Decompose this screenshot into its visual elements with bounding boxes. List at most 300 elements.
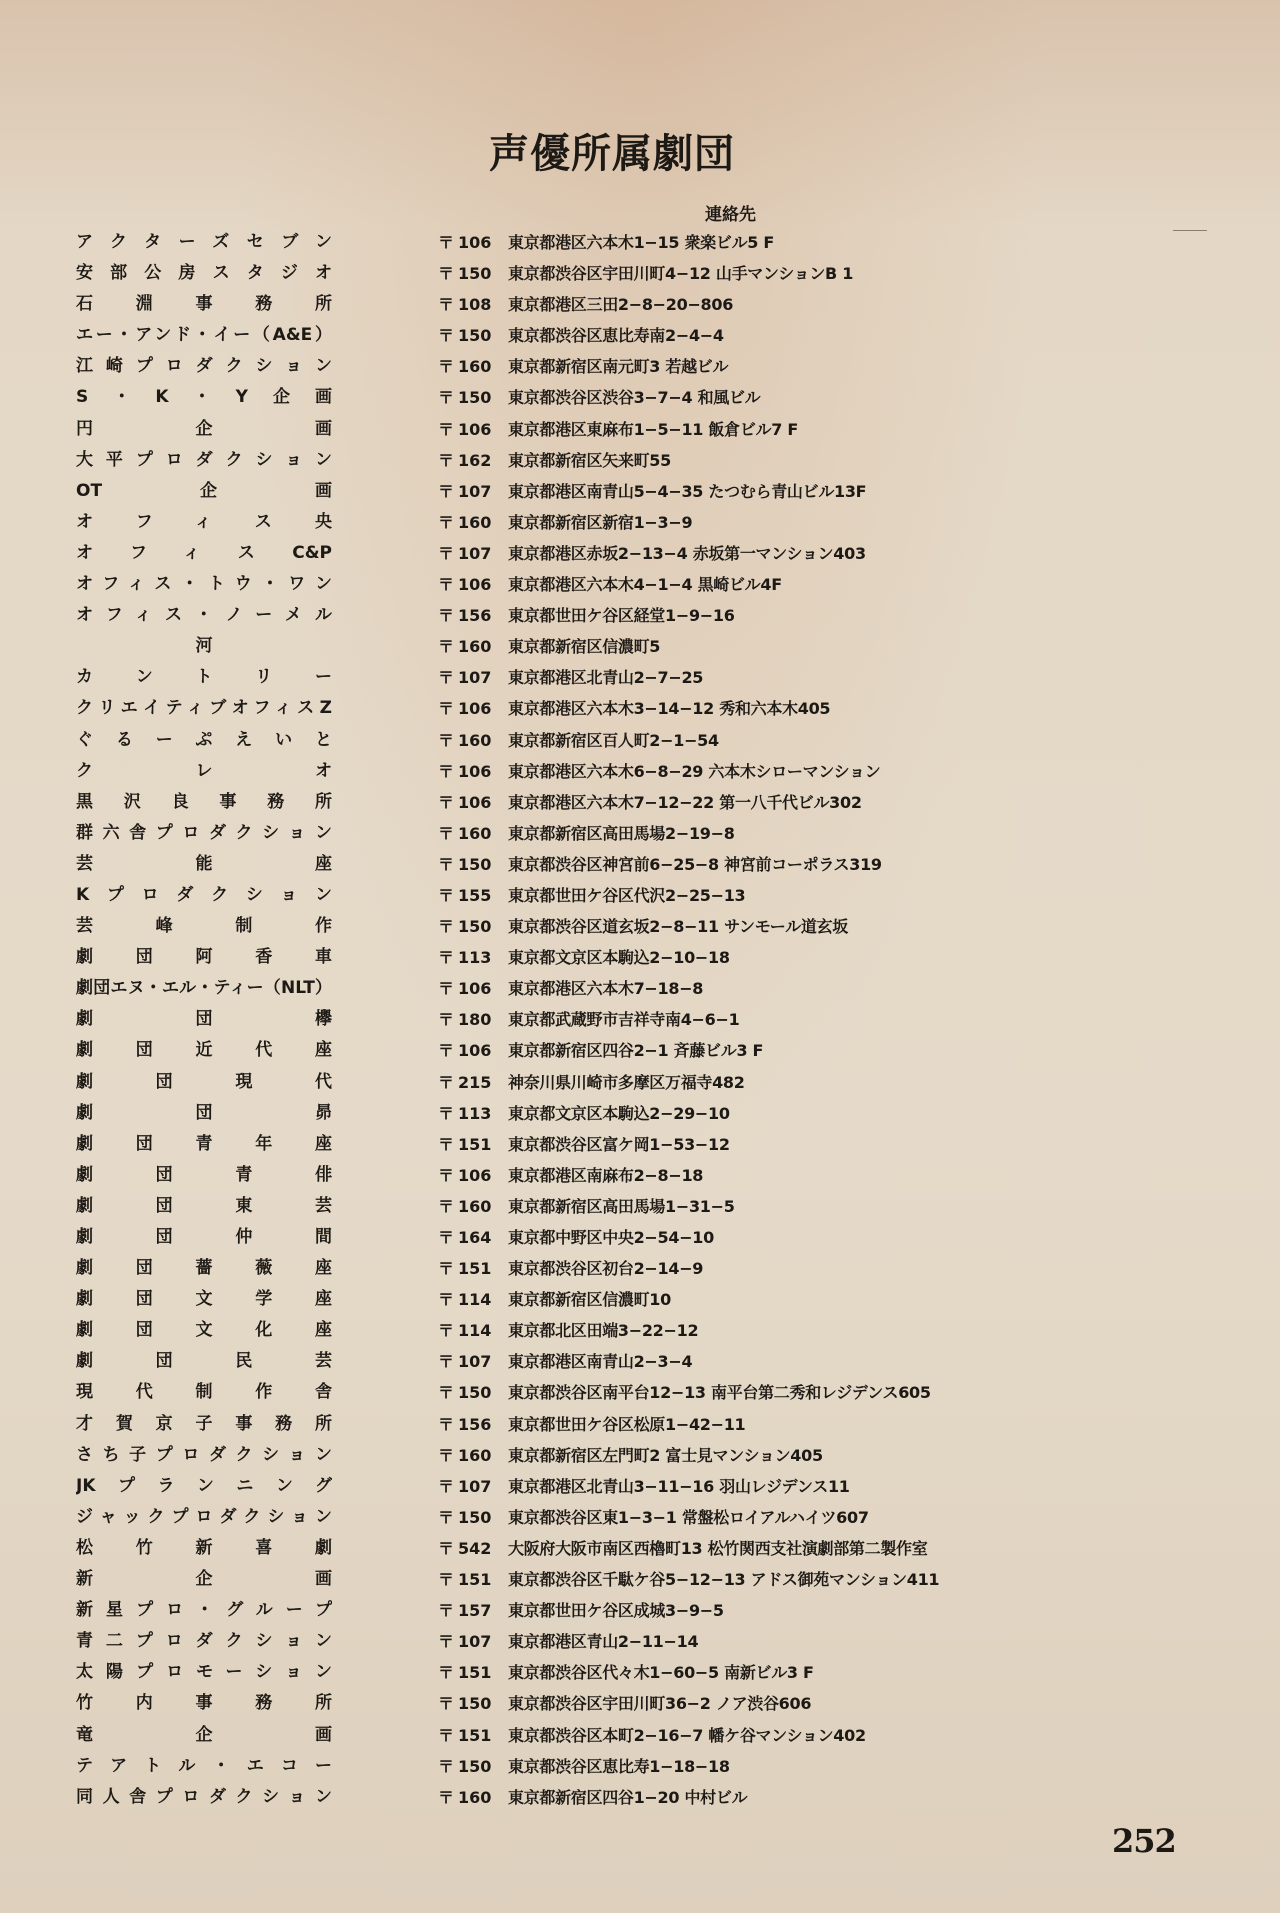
postal-code-number: 151 <box>458 1134 492 1154</box>
postal-code <box>438 1315 500 1346</box>
list-item <box>0 382 1280 413</box>
list-item <box>0 1720 1280 1751</box>
organization-name: 才賀京子事務所 <box>76 1413 332 1434</box>
organization-name: 劇団現代 <box>76 1071 332 1092</box>
list-item <box>0 1440 1280 1471</box>
list-item <box>0 1222 1280 1253</box>
postal-mark-icon: 〒 <box>438 979 455 999</box>
postal-code-number: 113 <box>458 948 492 968</box>
address: 東京都渋谷区渋谷3−7−4 和風ビル <box>508 388 761 408</box>
postal-code <box>438 1346 500 1377</box>
organization-name: 江崎プロダクション <box>76 356 332 377</box>
address: 東京都新宿区南元町3 若越ビル <box>508 357 729 377</box>
postal-code-number: 107 <box>458 481 492 501</box>
address: 東京都渋谷区宇田川町4−12 山手マンションB 1 <box>508 264 854 284</box>
postal-code <box>438 445 500 476</box>
address: 東京都渋谷区東1−3−1 常盤松ロイアルハイツ607 <box>508 1507 869 1527</box>
postal-code-number: 106 <box>458 1041 492 1061</box>
postal-code-number: 108 <box>458 295 492 315</box>
postal-code <box>438 880 500 911</box>
organization-name: 劇団文学座 <box>76 1289 332 1310</box>
address: 東京都港区三田2−8−20−806 <box>508 295 734 315</box>
postal-code <box>438 1751 500 1782</box>
postal-code-number: 160 <box>458 1196 492 1216</box>
list-item <box>0 1004 1280 1035</box>
address: 東京都港区北青山2−7−25 <box>508 668 704 688</box>
postal-mark-icon: 〒 <box>438 1290 455 1310</box>
postal-mark-icon: 〒 <box>438 1756 455 1776</box>
postal-code <box>438 382 500 413</box>
postal-mark-icon: 〒 <box>438 1476 455 1496</box>
address: 東京都港区東麻布1−5−11 飯倉ビル7 F <box>508 419 798 439</box>
postal-code <box>438 973 500 1004</box>
postal-code-number: 106 <box>458 979 492 999</box>
postal-code-number: 150 <box>458 1756 492 1776</box>
postal-code <box>438 1067 500 1098</box>
organization-name: 群六舎プロダクション <box>76 822 332 843</box>
postal-mark-icon: 〒 <box>438 357 455 377</box>
postal-mark-icon: 〒 <box>438 1321 455 1341</box>
address: 東京都世田ケ谷区成城3−9−5 <box>508 1601 724 1621</box>
postal-code-number: 106 <box>458 1165 492 1185</box>
postal-mark-icon: 〒 <box>438 1259 455 1279</box>
postal-code <box>438 1626 500 1657</box>
address: 東京都港区南麻布2−8−18 <box>508 1165 704 1185</box>
address: 東京都渋谷区初台2−14−9 <box>508 1259 704 1279</box>
postal-mark-icon: 〒 <box>438 1538 455 1558</box>
postal-code-number: 107 <box>458 1352 492 1372</box>
postal-mark-icon: 〒 <box>438 1725 455 1745</box>
postal-code <box>438 1253 500 1284</box>
organization-name: アクターズセブン <box>76 232 332 252</box>
postal-code-number: 164 <box>458 1228 492 1247</box>
address: 東京都渋谷区本町2−16−7 幡ケ谷マンション402 <box>508 1725 866 1745</box>
organization-name: 太陽プロモーション <box>76 1662 332 1683</box>
postal-mark-icon: 〒 <box>438 637 455 657</box>
list-item <box>0 507 1280 538</box>
postal-code <box>438 1284 500 1315</box>
postal-mark-icon: 〒 <box>438 543 455 563</box>
address: 東京都新宿区左門町2 富士見マンション405 <box>508 1445 823 1465</box>
list-item <box>0 662 1280 693</box>
organization-name: 劇団欅 <box>76 1009 332 1030</box>
organization-name: オフィスC&P <box>76 542 332 563</box>
postal-code-number: 160 <box>458 637 492 657</box>
postal-code <box>438 1004 500 1035</box>
postal-code-number: 113 <box>458 1103 492 1123</box>
postal-code-number: 157 <box>458 1601 492 1621</box>
organization-name: 新企画 <box>76 1569 332 1590</box>
postal-code <box>438 569 500 600</box>
postal-code-number: 106 <box>458 792 492 812</box>
postal-mark-icon: 〒 <box>438 1352 455 1372</box>
postal-mark-icon: 〒 <box>438 1601 455 1621</box>
postal-mark-icon: 〒 <box>438 885 455 905</box>
postal-mark-icon: 〒 <box>438 917 455 937</box>
postal-mark-icon: 〒 <box>438 264 455 284</box>
postal-mark-icon: 〒 <box>438 699 455 719</box>
postal-code <box>438 1440 500 1471</box>
postal-code <box>438 818 500 849</box>
postal-code-number: 150 <box>458 1383 492 1403</box>
address: 東京都新宿区高田馬場2−19−8 <box>508 823 735 843</box>
address: 東京都新宿区高田馬場1−31−5 <box>508 1196 735 1216</box>
address: 東京都渋谷区神宮前6−25−8 神宮前コーポラス319 <box>508 854 882 874</box>
list-item <box>0 1191 1280 1222</box>
postal-code-number: 114 <box>458 1321 492 1341</box>
address: 東京都文京区本駒込2−29−10 <box>508 1103 730 1123</box>
organization-name: OT企画 <box>76 480 332 501</box>
list-item <box>0 1688 1280 1719</box>
postal-code-number: 106 <box>458 233 492 252</box>
postal-code <box>438 476 500 507</box>
organization-name: 竜企画 <box>76 1724 332 1745</box>
list-item <box>0 258 1280 289</box>
organization-name: 劇団近代座 <box>76 1040 332 1061</box>
organization-name: 石淵事務所 <box>76 294 332 315</box>
list-item <box>0 1067 1280 1098</box>
postal-code-number: 160 <box>458 1445 492 1465</box>
address: 東京都渋谷区代々木1−60−5 南新ビル3 F <box>508 1663 814 1683</box>
postal-mark-icon: 〒 <box>438 481 455 501</box>
address: 東京都港区六本木7−12−22 第一八千代ビル302 <box>508 792 862 812</box>
postal-mark-icon: 〒 <box>438 1165 455 1185</box>
postal-mark-icon: 〒 <box>438 948 455 968</box>
postal-code-number: 107 <box>458 668 492 688</box>
address: 東京都渋谷区道玄坂2−8−11 サンモール道玄坂 <box>508 917 848 937</box>
list-item <box>0 1377 1280 1408</box>
postal-code-number: 107 <box>458 1632 492 1652</box>
postal-code <box>438 507 500 538</box>
postal-code-number: 156 <box>458 1414 492 1434</box>
postal-mark-icon: 〒 <box>438 388 455 408</box>
organization-name: 劇団薔薇座 <box>76 1258 332 1279</box>
postal-mark-icon: 〒 <box>438 419 455 439</box>
list-item <box>0 1502 1280 1533</box>
postal-mark-icon: 〒 <box>438 233 455 252</box>
postal-code <box>438 1657 500 1688</box>
postal-code-number: 151 <box>458 1570 492 1590</box>
list-item <box>0 818 1280 849</box>
postal-code-number: 150 <box>458 264 492 284</box>
organization-name: 劇団民芸 <box>76 1351 332 1372</box>
address: 東京都港区六本木1−15 衆楽ビル5 F <box>508 233 775 252</box>
postal-mark-icon: 〒 <box>438 1445 455 1465</box>
address: 東京都渋谷区千駄ケ谷5−12−13 アドス御苑マンション411 <box>508 1570 940 1590</box>
postal-code <box>438 1471 500 1502</box>
organization-name: 同人舎プロダクション <box>76 1786 332 1807</box>
list-item <box>0 1129 1280 1160</box>
organization-name: Kプロダクション <box>76 884 332 905</box>
postal-code <box>438 756 500 787</box>
postal-code-number: 150 <box>458 326 492 346</box>
list-item <box>0 1564 1280 1595</box>
list-item <box>0 445 1280 476</box>
address: 東京都港区六本木3−14−12 秀和六本木405 <box>508 699 831 719</box>
organization-name: 円企画 <box>76 418 332 439</box>
organization-name: JKプランニング <box>76 1475 332 1496</box>
postal-mark-icon: 〒 <box>438 761 455 781</box>
postal-code <box>438 1191 500 1222</box>
postal-mark-icon: 〒 <box>438 854 455 874</box>
address: 東京都武蔵野市吉祥寺南4−6−1 <box>508 1010 740 1030</box>
postal-mark-icon: 〒 <box>438 823 455 843</box>
organization-name: ぐるーぷえいと <box>76 729 332 750</box>
list-item <box>0 414 1280 445</box>
organization-name: 劇団昴 <box>76 1102 332 1123</box>
postal-code-number: 107 <box>458 1476 492 1496</box>
address: 東京都文京区本駒込2−10−18 <box>508 948 730 968</box>
postal-code <box>438 1098 500 1129</box>
postal-code <box>438 693 500 724</box>
address: 東京都渋谷区恵比寿南2−4−4 <box>508 326 724 346</box>
entry-list <box>0 227 1280 1813</box>
list-item <box>0 1284 1280 1315</box>
postal-code-number: 106 <box>458 575 492 595</box>
list-item <box>0 1782 1280 1813</box>
address: 東京都港区六本木4−1−4 黒崎ビル4F <box>508 575 782 595</box>
address: 東京都港区南青山2−3−4 <box>508 1352 693 1372</box>
postal-code-number: 162 <box>458 450 492 470</box>
list-item <box>0 1409 1280 1440</box>
postal-code-number: 155 <box>458 885 492 905</box>
list-item <box>0 1626 1280 1657</box>
postal-code-number: 215 <box>458 1072 492 1092</box>
organization-name: カントリー <box>76 667 332 688</box>
postal-code-number: 151 <box>458 1663 492 1683</box>
address: 東京都新宿区四谷1−20 中村ビル <box>508 1787 748 1807</box>
organization-name: 劇団文化座 <box>76 1320 332 1341</box>
address: 東京都港区赤坂2−13−4 赤坂第一マンション403 <box>508 543 866 563</box>
list-item <box>0 1315 1280 1346</box>
postal-code <box>438 289 500 320</box>
organization-name: 劇団東芸 <box>76 1195 332 1216</box>
address: 東京都港区北青山3−11−16 羽山レジデンス11 <box>508 1476 850 1496</box>
postal-code <box>438 1377 500 1408</box>
postal-code <box>438 725 500 756</box>
list-item <box>0 1595 1280 1626</box>
postal-code-number: 160 <box>458 823 492 843</box>
list-item <box>0 942 1280 973</box>
postal-code <box>438 1533 500 1564</box>
organization-name: 劇団仲間 <box>76 1227 332 1247</box>
postal-mark-icon: 〒 <box>438 295 455 315</box>
postal-code <box>438 1035 500 1066</box>
postal-mark-icon: 〒 <box>438 575 455 595</box>
postal-code <box>438 942 500 973</box>
postal-code-number: 150 <box>458 854 492 874</box>
address: 東京都渋谷区南平台12−13 南平台第二秀和レジデンス605 <box>508 1383 931 1403</box>
address: 東京都渋谷区富ケ岡1−53−12 <box>508 1134 730 1154</box>
organization-name: テアトル・エコー <box>76 1755 332 1776</box>
list-item <box>0 569 1280 600</box>
postal-code <box>438 849 500 880</box>
postal-mark-icon: 〒 <box>438 606 455 626</box>
organization-name: 黒沢良事務所 <box>76 791 332 812</box>
postal-mark-icon: 〒 <box>438 450 455 470</box>
postal-code-number: 180 <box>458 1010 492 1030</box>
postal-code-number: 114 <box>458 1290 492 1310</box>
list-item <box>0 1533 1280 1564</box>
postal-mark-icon: 〒 <box>438 326 455 346</box>
postal-code-number: 106 <box>458 699 492 719</box>
list-item <box>0 693 1280 724</box>
postal-code <box>438 227 500 258</box>
postal-code-number: 150 <box>458 388 492 408</box>
organization-name: 現代制作舎 <box>76 1382 332 1403</box>
list-item <box>0 538 1280 569</box>
address: 東京都世田ケ谷区代沢2−25−13 <box>508 885 746 905</box>
postal-code-number: 151 <box>458 1725 492 1745</box>
organization-name: 劇団青年座 <box>76 1133 332 1154</box>
postal-code <box>438 1160 500 1191</box>
organization-name: オフィス・ノーメル <box>76 605 332 626</box>
address: 東京都渋谷区恵比寿1−18−18 <box>508 1756 730 1776</box>
postal-code-number: 150 <box>458 1694 492 1714</box>
address: 東京都新宿区新宿1−3−9 <box>508 512 693 532</box>
postal-mark-icon: 〒 <box>438 1134 455 1154</box>
contact-column-header: 連絡先 <box>705 205 756 225</box>
postal-mark-icon: 〒 <box>438 1570 455 1590</box>
address: 神奈川県川崎市多摩区万福寺482 <box>508 1072 745 1092</box>
list-item <box>0 1657 1280 1688</box>
postal-code <box>438 1720 500 1751</box>
address: 東京都北区田端3−22−12 <box>508 1321 699 1341</box>
organization-name: 劇団青俳 <box>76 1164 332 1185</box>
list-item <box>0 476 1280 507</box>
organization-name: 芸峰制作 <box>76 916 332 937</box>
postal-code <box>438 911 500 942</box>
address: 東京都新宿区四谷2−1 斉藤ビル3 F <box>508 1041 764 1061</box>
organization-name: さち子プロダクション <box>76 1444 332 1465</box>
organization-name: 安部公房スタジオ <box>76 263 332 284</box>
postal-mark-icon: 〒 <box>438 1041 455 1061</box>
postal-mark-icon: 〒 <box>438 512 455 532</box>
list-item <box>0 631 1280 662</box>
organization-name: S・K・Y企画 <box>76 387 332 408</box>
postal-code <box>438 1595 500 1626</box>
organization-name: 松竹新喜劇 <box>76 1537 332 1558</box>
organization-name: オフィス央 <box>76 511 332 532</box>
list-item <box>0 227 1280 258</box>
postal-code <box>438 787 500 818</box>
address: 東京都世田ケ谷区松原1−42−11 <box>508 1414 746 1434</box>
postal-mark-icon: 〒 <box>438 1103 455 1123</box>
postal-mark-icon: 〒 <box>438 1196 455 1216</box>
postal-code-number: 107 <box>458 543 492 563</box>
postal-code-number: 106 <box>458 761 492 781</box>
postal-mark-icon: 〒 <box>438 668 455 688</box>
organization-name: 青二プロダクション <box>76 1631 332 1652</box>
postal-mark-icon: 〒 <box>438 1414 455 1434</box>
postal-mark-icon: 〒 <box>438 1663 455 1683</box>
postal-mark-icon: 〒 <box>438 730 455 750</box>
address: 東京都港区六本木7−18−8 <box>508 979 704 999</box>
organization-name: ジャックプロダクション <box>76 1506 332 1527</box>
list-item <box>0 1253 1280 1284</box>
list-item <box>0 1098 1280 1129</box>
organization-name: エー・アンド・イー（A&E） <box>76 325 332 346</box>
address: 東京都新宿区百人町2−1−54 <box>508 730 719 750</box>
organization-name: 芸能座 <box>76 853 332 874</box>
list-item <box>0 1160 1280 1191</box>
postal-code-number: 151 <box>458 1259 492 1279</box>
postal-code <box>438 351 500 382</box>
postal-mark-icon: 〒 <box>438 1507 455 1527</box>
address: 東京都新宿区矢来町55 <box>508 450 671 470</box>
postal-code-number: 160 <box>458 1787 492 1807</box>
address: 東京都新宿区信濃町5 <box>508 637 661 657</box>
list-item <box>0 289 1280 320</box>
postal-code <box>438 258 500 289</box>
postal-code-number: 160 <box>458 357 492 377</box>
address: 東京都港区南青山5−4−35 たつむら青山ビル13F <box>508 481 867 501</box>
address: 東京都港区六本木6−8−29 六本木シローマンション <box>508 761 881 781</box>
postal-code-number: 150 <box>458 1507 492 1527</box>
organization-name: 劇団阿香車 <box>76 947 332 968</box>
organization-name: 新星プロ・グループ <box>76 1600 332 1621</box>
list-item <box>0 1346 1280 1377</box>
list-item <box>0 849 1280 880</box>
organization-name: 河 <box>195 636 213 657</box>
postal-code-number: 150 <box>458 917 492 937</box>
postal-code-number: 160 <box>458 730 492 750</box>
organization-name: クレオ <box>76 760 332 781</box>
postal-code-number: 542 <box>458 1538 492 1558</box>
postal-code <box>438 414 500 445</box>
list-item <box>0 600 1280 631</box>
postal-code <box>438 1688 500 1719</box>
list-item <box>0 911 1280 942</box>
list-item <box>0 973 1280 1004</box>
address: 東京都世田ケ谷区経堂1−9−16 <box>508 606 735 626</box>
list-item <box>0 351 1280 382</box>
list-item <box>0 1751 1280 1782</box>
list-item <box>0 725 1280 756</box>
postal-code <box>438 1564 500 1595</box>
postal-mark-icon: 〒 <box>438 1787 455 1807</box>
address: 東京都港区青山2−11−14 <box>508 1632 699 1652</box>
postal-code <box>438 1129 500 1160</box>
postal-code <box>438 600 500 631</box>
address: 東京都渋谷区宇田川町36−2 ノア渋谷606 <box>508 1694 812 1714</box>
postal-code <box>438 631 500 662</box>
postal-mark-icon: 〒 <box>438 1228 455 1247</box>
postal-mark-icon: 〒 <box>438 1383 455 1403</box>
postal-code-number: 156 <box>458 606 492 626</box>
organization-name: オフィス・トウ・ワン <box>76 574 332 595</box>
postal-code <box>438 1782 500 1813</box>
postal-mark-icon: 〒 <box>438 1072 455 1092</box>
list-item <box>0 320 1280 351</box>
postal-code <box>438 662 500 693</box>
address: 東京都新宿区信濃町10 <box>508 1290 671 1310</box>
postal-code <box>438 320 500 351</box>
page-number: 252 <box>1112 1822 1176 1860</box>
postal-code-number: 160 <box>458 512 492 532</box>
page-title: 声優所属劇団 <box>489 131 735 177</box>
postal-code-number: 106 <box>458 419 492 439</box>
list-item <box>0 756 1280 787</box>
organization-name: 竹内事務所 <box>76 1693 332 1714</box>
postal-code <box>438 1409 500 1440</box>
postal-mark-icon: 〒 <box>438 1632 455 1652</box>
list-item <box>0 1035 1280 1066</box>
postal-code <box>438 1502 500 1533</box>
list-item <box>0 787 1280 818</box>
organization-name: 劇団エヌ・エル・ティー（NLT） <box>76 978 332 999</box>
postal-code <box>438 1222 500 1253</box>
